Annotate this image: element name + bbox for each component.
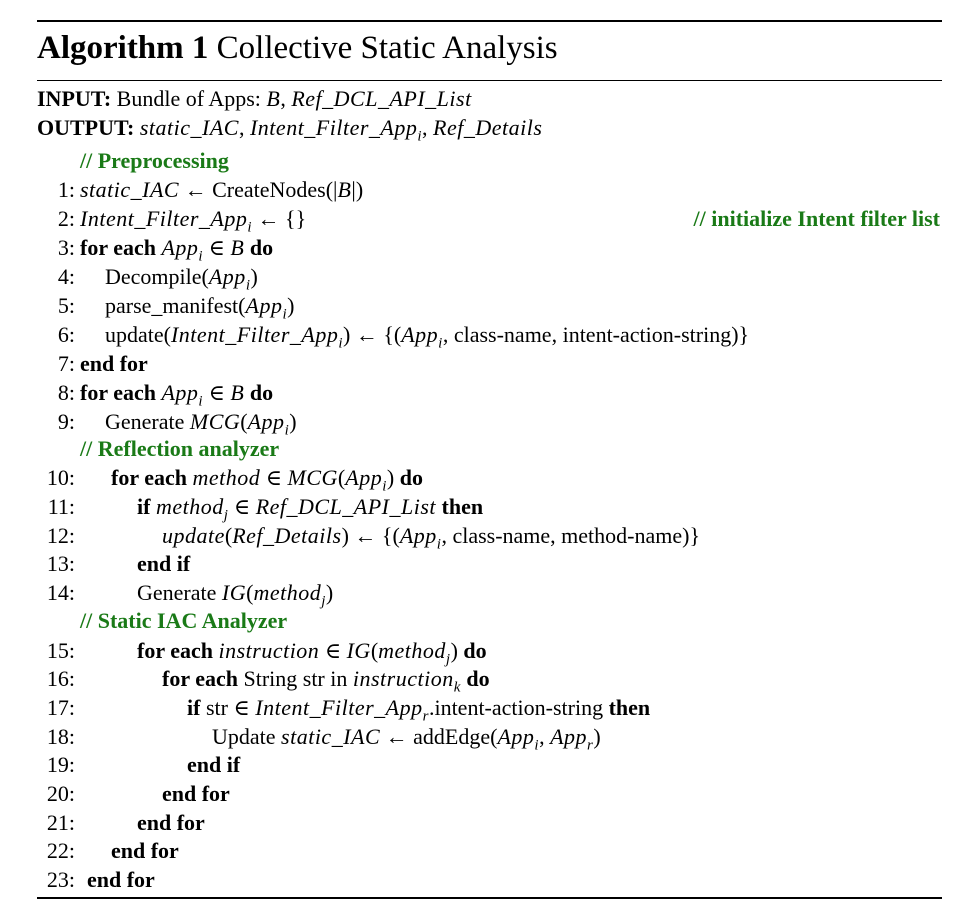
algorithm-line: 16: for each String str in instruction$_k$ do [46, 666, 490, 696]
algorithm-line: 14: Generate IG(method$_j$) [46, 580, 334, 610]
algorithm-line: 22: end for [46, 838, 179, 863]
comment-static-iac: // Static IAC Analyzer [80, 608, 288, 633]
algorithm-name: Collective Static Analysis [216, 30, 558, 66]
algorithm-line: 8: for each App$_i$ ∈ B do [57, 380, 274, 410]
algorithm-line: 10: for each method ∈ MCG(App$_i$) do [46, 465, 423, 495]
algorithm-line: 21: end for [46, 810, 205, 835]
algorithm-line: 23: end for [46, 867, 155, 892]
algorithm-line: 6: update(Intent_Filter_App$_i$) ← {(App$_i$, class-name, intent-action-string)} [57, 322, 750, 352]
algorithm-line: 9: Generate MCG(App$_i$) [57, 409, 297, 439]
algorithm-title [37, 26, 558, 70]
algorithm-line: 13: end if [46, 551, 191, 576]
algorithm-line: 7: end for [57, 351, 148, 376]
algorithm-line: 20: end for [46, 781, 230, 806]
algorithm-line: 12: update(Ref_Details) ← {(App$_i$, class-name, method-name)} [46, 523, 701, 553]
algorithm-label: Algorithm 1 [37, 30, 209, 66]
algorithm-line: 19: end if [46, 752, 241, 777]
bottom-rule [37, 897, 942, 899]
input-line: INPUT: Bundle of Apps: B, Ref_DCL_API_List [37, 86, 472, 111]
algorithm-line: 1: static_IAC ← CreateNodes(|B|) [57, 177, 364, 202]
comment-reflection: // Reflection analyzer [80, 436, 280, 461]
algorithm-line: 5: parse_manifest(App$_i$) [57, 293, 295, 323]
algorithm-line: 17: if str ∈ Intent_Filter_App$_r$.intent-action-string then [46, 695, 651, 725]
top-rule [37, 20, 942, 22]
algorithm-line: 11: if method$_j$ ∈ Ref_DCL_API_List then [47, 494, 484, 524]
header-rule [37, 80, 942, 81]
algorithm-line: 4: Decompile(App$_i$) [57, 264, 258, 294]
algorithm-line: 3: for each App$_i$ ∈ B do [57, 235, 274, 265]
algorithm-line: 18: Update static_IAC ← addEdge(App$_i$, App$_r$) [46, 724, 601, 754]
output-line: OUTPUT: static_IAC, Intent_Filter_App$_i$, Ref_Details [37, 115, 543, 145]
comment-preprocessing: // Preprocessing [80, 148, 229, 173]
algorithm-line: 15: for each instruction ∈ IG(method$_j$) do [46, 638, 487, 668]
algorithm-line: 2: Intent_Filter_App$_i$ ← {} // initialize Intent filter list [57, 206, 940, 236]
comment-init-intent: // initialize Intent filter list [693, 206, 940, 231]
